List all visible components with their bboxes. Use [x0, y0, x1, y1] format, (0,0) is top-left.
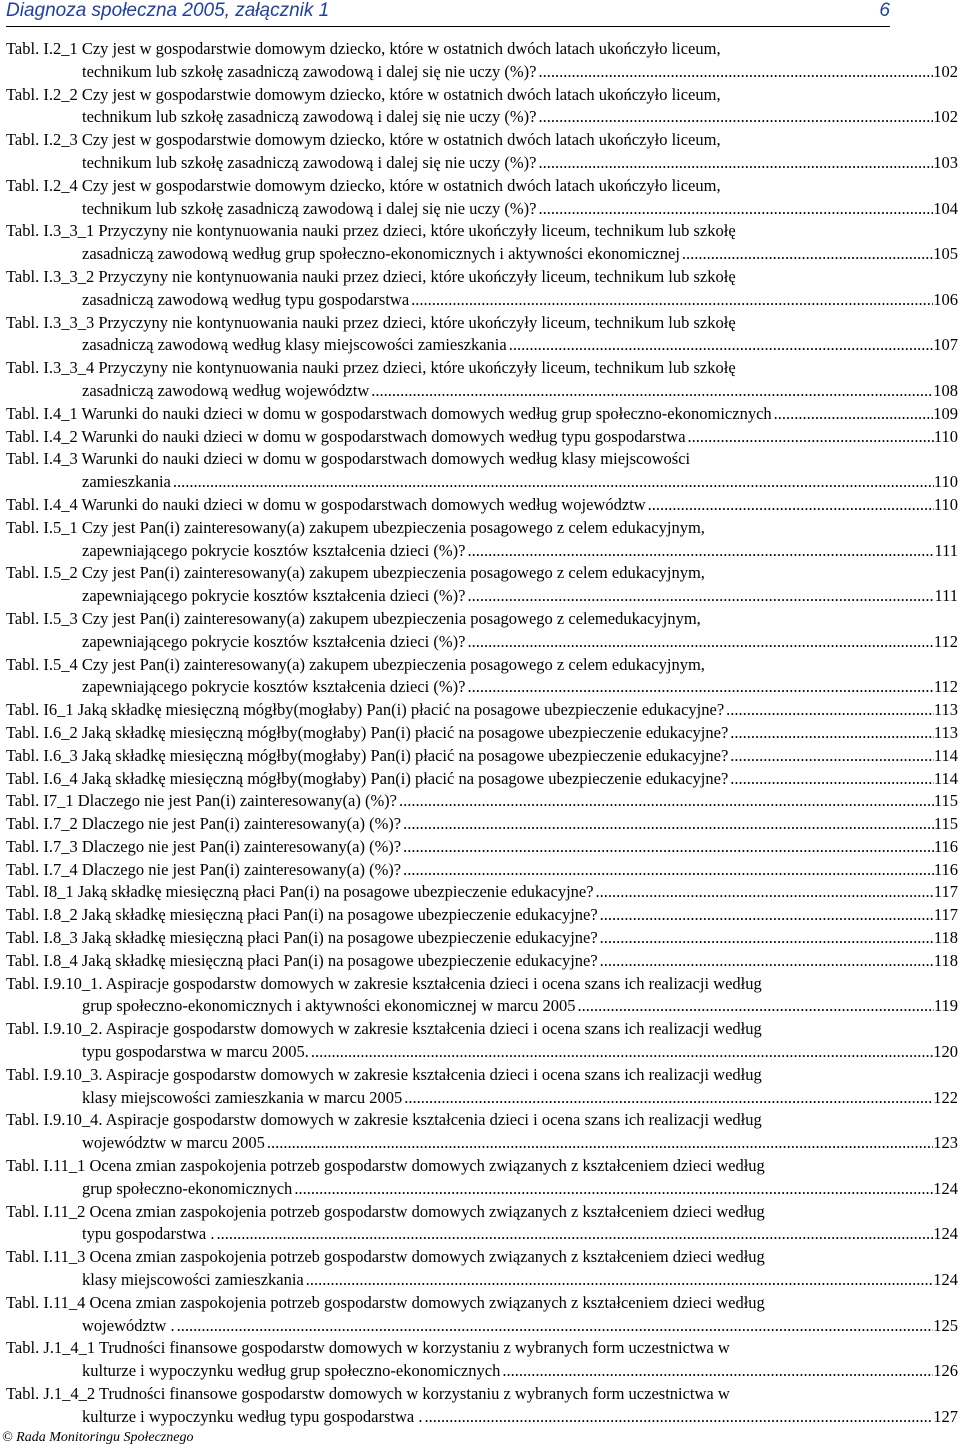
dot-leader	[728, 745, 934, 768]
toc-entry-title-line	[6, 859, 958, 882]
toc-entry-title-line	[6, 1064, 958, 1087]
toc-entry-text: Tabl. I.5_4 Czy jest Pan(i) zainteresowany(a) zakupem ubezpieczenia posagowego z celem edukacyjnym,	[6, 654, 705, 674]
dot-leader	[292, 1178, 933, 1201]
toc-entry-title-line	[6, 1292, 958, 1315]
toc-entry[interactable]	[6, 813, 958, 836]
toc-entry-page: 114	[933, 745, 958, 765]
toc-entry-text: Tabl. I.2_3 Czy jest w gospodarstwie domowym dziecko, które w ostatnich dwóch latach ukończyło liceum,	[6, 130, 721, 150]
toc-entry-continuation-line	[6, 198, 958, 221]
toc-entry-title-line	[6, 448, 958, 471]
dot-leader	[214, 1223, 933, 1246]
toc-entry-page: 116	[933, 859, 958, 879]
toc-entry-continuation-line	[6, 631, 958, 654]
toc-entry-page: 102	[933, 61, 958, 81]
toc-entry-text: Tabl. I.6_3 Jaką składkę miesięczną mógłby(mogłaby) Pan(i) płacić na posagowe ubezpieczenie edukacyjne?	[6, 745, 729, 765]
toc-entry-continuation-line	[6, 1315, 958, 1338]
toc-entry-text: Tabl. I.2_4 Czy jest w gospodarstwie domowym dziecko, które w ostatnich dwóch latach ukończyło liceum,	[6, 175, 721, 195]
toc-entry-text: technikum lub szkołę zasadniczą zawodową i dalej się nie uczy (%)?	[82, 61, 537, 81]
toc-entry-text: Tabl. I.5_1 Czy jest Pan(i) zainteresowany(a) zakupem ubezpieczenia posagowego z celem edukacyjnym,	[6, 517, 705, 537]
toc-entry-text: Tabl. I.4_2 Warunki do nauki dzieci w domu w gospodarstwach domowych według typu gospodarstwa	[6, 426, 686, 446]
toc-entry-page: 111	[934, 540, 958, 560]
toc-entry-text: grup społeczno-ekonomicznych i aktywności ekonomicznej w marcu 2005	[82, 996, 576, 1016]
toc-entry-title-line	[6, 562, 958, 585]
dot-leader	[465, 676, 933, 699]
toc-entry-text: technikum lub szkołę zasadniczą zawodową i dalej się nie uczy (%)?	[82, 107, 537, 127]
toc-entry-title-line	[6, 836, 958, 859]
toc-entry[interactable]	[6, 950, 958, 973]
toc-entry-text: Tabl. I.4_4 Warunki do nauki dzieci w domu w gospodarstwach domowych według województw	[6, 494, 646, 514]
toc-entry-page: 106	[933, 289, 958, 309]
toc-entry-text: Tabl. I.7_3 Dlaczego nie jest Pan(i) zainteresowany(a) (%)?	[6, 836, 402, 856]
toc-entry-text: Tabl. I7_1 Dlaczego nie jest Pan(i) zainteresowany(a) (%)?	[6, 791, 398, 811]
toc-entry-continuation-line	[6, 1269, 958, 1292]
toc-entry-title-line	[6, 1201, 958, 1224]
toc-entry-page: 110	[933, 472, 958, 492]
toc-entry-page: 108	[933, 380, 958, 400]
toc-entry-title-line	[6, 1155, 958, 1178]
toc-entry[interactable]	[6, 175, 958, 221]
toc-entry-page: 118	[933, 950, 958, 970]
toc-entry-text: technikum lub szkołę zasadniczą zawodową i dalej się nie uczy (%)?	[82, 152, 537, 172]
toc-entry[interactable]	[6, 312, 958, 358]
toc-entry-text: Tabl. I.3_3_3 Przyczyny nie kontynuowania nauki przez dzieci, które ukończyły liceum, technikum lub szkołę	[6, 312, 736, 332]
toc-entry[interactable]	[6, 608, 958, 654]
toc-entry-title-line	[6, 608, 958, 631]
toc-entry[interactable]	[6, 1201, 958, 1247]
dot-leader	[598, 950, 934, 973]
toc-entry-title-line	[6, 403, 958, 426]
dot-leader	[598, 927, 934, 950]
toc-entry[interactable]	[6, 1337, 958, 1383]
toc-entry-page: 112	[933, 631, 958, 651]
toc-entry-title-line	[6, 266, 958, 289]
toc-entry-title-line	[6, 38, 958, 61]
dot-leader	[465, 585, 934, 608]
toc-entry-page: 103	[933, 152, 958, 172]
toc-entry-title-line	[6, 813, 958, 836]
toc-entry-text: Tabl. I.3_3_4 Przyczyny nie kontynuowania nauki przez dzieci, które ukończyły liceum, technikum lub szkołę	[6, 358, 736, 378]
toc-entry-text: Tabl. I.9.10_4. Aspiracje gospodarstw domowych w zakresie kształcenia dzieci i ocena szans ich realizacji według	[6, 1110, 762, 1130]
toc-entry-text: Tabl. I.9.10_2. Aspiracje gospodarstw domowych w zakresie kształcenia dzieci i ocena szans ich realizacji według	[6, 1019, 762, 1039]
toc-entry[interactable]	[6, 973, 958, 1019]
toc-entry-page: 102	[933, 107, 958, 127]
toc-entry-continuation-line	[6, 380, 958, 403]
toc-entry-continuation-line	[6, 1223, 958, 1246]
toc-entry-title-line	[6, 1109, 958, 1132]
dot-leader	[304, 1269, 933, 1292]
dot-leader	[402, 1087, 933, 1110]
toc-entry-page: 115	[933, 791, 958, 811]
toc-entry-title-line	[6, 745, 958, 768]
toc-entry-continuation-line	[6, 289, 958, 312]
toc-entry-continuation-line	[6, 995, 958, 1018]
dot-leader	[465, 540, 934, 563]
dot-leader	[536, 198, 933, 221]
toc-entry-text: Tabl. I.4_3 Warunki do nauki dzieci w domu w gospodarstwach domowych według klasy miejscowości	[6, 449, 691, 469]
toc-entry-text: Tabl. I.6_4 Jaką składkę miesięczną mógłby(mogłaby) Pan(i) płacić na posagowe ubezpieczenie edukacyjne?	[6, 768, 729, 788]
toc-entry[interactable]	[6, 1383, 958, 1429]
toc-entry-continuation-line	[6, 585, 958, 608]
toc-entry[interactable]	[6, 562, 958, 608]
dot-leader	[175, 1315, 934, 1338]
toc-entry-title-line	[6, 1246, 958, 1269]
dot-leader	[507, 334, 934, 357]
toc-entry[interactable]	[6, 266, 958, 312]
toc-entry[interactable]	[6, 38, 958, 84]
dot-leader	[728, 768, 934, 791]
dot-leader	[422, 1406, 933, 1429]
toc-entry-page: 124	[933, 1270, 958, 1290]
toc-entry-page: 126	[933, 1361, 958, 1381]
dot-leader	[536, 152, 933, 175]
toc-entry[interactable]	[6, 836, 958, 859]
toc-entry-title-line	[6, 129, 958, 152]
toc-entry[interactable]	[6, 768, 958, 791]
toc-entry-title-line	[6, 973, 958, 996]
dot-leader	[171, 471, 934, 494]
toc-entry-continuation-line	[6, 243, 958, 266]
toc-entry-page: 111	[934, 586, 958, 606]
page-footer: © Rada Monitoringu Społecznego	[2, 1430, 194, 1445]
toc-entry-title-line	[6, 654, 958, 677]
toc-entry-title-line	[6, 722, 958, 745]
toc-entry-text: Tabl. I.9.10_3. Aspiracje gospodarstw domowych w zakresie kształcenia dzieci i ocena szans ich realizacji według	[6, 1064, 762, 1084]
toc-entry-page: 122	[933, 1087, 958, 1107]
toc-entry-page: 124	[933, 1178, 958, 1198]
toc-entry-title-line	[6, 426, 958, 449]
toc-entry[interactable]	[6, 1109, 958, 1155]
toc-entry-text: Tabl. I.7_2 Dlaczego nie jest Pan(i) zainteresowany(a) (%)?	[6, 814, 402, 834]
toc-entry-title-line	[6, 790, 958, 813]
toc-entry-page: 123	[933, 1133, 958, 1153]
toc-entry-page: 110	[933, 426, 958, 446]
toc-entry-text: technikum lub szkołę zasadniczą zawodową i dalej się nie uczy (%)?	[82, 198, 537, 218]
toc-entry[interactable]	[6, 722, 958, 745]
toc-entry-page: 124	[933, 1224, 958, 1244]
toc-entry-page: 112	[933, 677, 958, 697]
toc-entry-title-line	[6, 904, 958, 927]
toc-entry-text: Tabl. I.6_2 Jaką składkę miesięczną mógłby(mogłaby) Pan(i) płacić na posagowe ubezpieczenie edukacyjne?	[6, 722, 729, 742]
toc-entry-page: 116	[933, 836, 958, 856]
toc-entry-continuation-line	[6, 1132, 958, 1155]
toc-entry-page: 104	[933, 198, 958, 218]
dot-leader	[680, 243, 933, 266]
toc-entry-continuation-line	[6, 676, 958, 699]
page-header	[6, 0, 890, 27]
toc-entry-page: 118	[933, 928, 958, 948]
toc-entry-text: Tabl. I.7_4 Dlaczego nie jest Pan(i) zainteresowany(a) (%)?	[6, 859, 402, 879]
dot-leader	[401, 813, 934, 836]
toc-entry-continuation-line	[6, 334, 958, 357]
toc-entry-continuation-line	[6, 471, 958, 494]
toc-entry-text: zasadniczą zawodową według województw	[82, 380, 370, 400]
toc-entry[interactable]	[6, 927, 958, 950]
toc-entry-text: Tabl. J.1_4_2 Trudności finansowe gospodarstw domowych w korzystaniu z wybranych form uczestnictwa w	[6, 1384, 730, 1404]
toc-entry-title-line	[6, 517, 958, 540]
toc-entry-title-line	[6, 768, 958, 791]
toc-entry-text: Tabl. I.11_4 Ocena zmian zaspokojenia potrzeb gospodarstw domowych związanych z kształceniem dzieci według	[6, 1292, 765, 1312]
toc-entry-text: Tabl. I.3_3_1 Przyczyny nie kontynuowania nauki przez dzieci, które ukończyły liceum, technikum lub szkołę	[6, 221, 736, 241]
toc-entry-text: województw w marcu 2005	[82, 1133, 265, 1153]
dot-leader	[728, 722, 934, 745]
toc-entry-page: 113	[933, 722, 958, 742]
dot-leader	[369, 380, 933, 403]
toc-entry-title-line	[6, 175, 958, 198]
toc-entry-text: Tabl. I.4_1 Warunki do nauki dzieci w domu w gospodarstwach domowych według grup społeczno-ekonomicznych	[6, 403, 772, 423]
toc-entry-text: zapewniającego pokrycie kosztów kształcenia dzieci (%)?	[82, 586, 466, 606]
toc-entry-page: 110	[933, 494, 958, 514]
toc-entry-text: Tabl. I.3_3_2 Przyczyny nie kontynuowania nauki przez dzieci, które ukończyły liceum, technikum lub szkołę	[6, 266, 736, 286]
toc-entry-title-line	[6, 1018, 958, 1041]
toc-entry[interactable]	[6, 904, 958, 927]
toc-entry-text: zapewniającego pokrycie kosztów kształcenia dzieci (%)?	[82, 540, 466, 560]
toc-entry[interactable]	[6, 517, 958, 563]
toc-entry-page: 119	[933, 996, 958, 1016]
toc-entry-text: grup społeczno-ekonomicznych	[82, 1178, 293, 1198]
toc-entry[interactable]	[6, 129, 958, 175]
toc-entry-text: klasy miejscowości zamieszkania w marcu 2005	[82, 1087, 403, 1107]
dot-leader	[536, 61, 933, 84]
toc-entry-continuation-line	[6, 1406, 958, 1429]
dot-leader	[265, 1132, 933, 1155]
toc-entry-text: zamieszkania	[82, 472, 171, 492]
dot-leader	[401, 836, 934, 859]
toc-entry-text: Tabl. I6_1 Jaką składkę miesięczną mógłby(mogłaby) Pan(i) płacić na posagowe ubezpieczenie edukacyjne?	[6, 700, 725, 720]
dot-leader	[724, 699, 934, 722]
toc-entry-text: zapewniającego pokrycie kosztów kształcenia dzieci (%)?	[82, 631, 466, 651]
toc-entry-text: Tabl. J.1_4_1 Trudności finansowe gospodarstw domowych w korzystaniu z wybranych form uczestnictwa w	[6, 1338, 730, 1358]
toc-entry-text: zasadniczą zawodową według grup społeczno-ekonomicznych i aktywności ekonomicznej	[82, 244, 680, 264]
toc-entry-title-line	[6, 881, 958, 904]
dot-leader	[409, 289, 933, 312]
toc-entry-text: Tabl. I.8_2 Jaką składkę miesięczną płaci Pan(i) na posagowe ubezpieczenie edukacyjne?	[6, 905, 598, 925]
dot-leader	[309, 1041, 933, 1064]
toc-entry-text: zasadniczą zawodową według typu gospodarstwa	[82, 289, 410, 309]
toc-entry[interactable]	[6, 1018, 958, 1064]
toc-entry[interactable]	[6, 448, 958, 494]
toc-entry-text: zapewniającego pokrycie kosztów kształcenia dzieci (%)?	[82, 677, 466, 697]
table-of-contents	[6, 38, 958, 1429]
toc-entry-text: Tabl. I.8_4 Jaką składkę miesięczną płaci Pan(i) na posagowe ubezpieczenie edukacyjne?	[6, 950, 598, 970]
toc-entry-page: 117	[933, 882, 958, 902]
toc-entry-page: 109	[933, 403, 958, 423]
document-title: Diagnoza społeczna 2005, załącznik 1	[6, 0, 330, 21]
toc-entry-title-line	[6, 950, 958, 973]
toc-entry[interactable]	[6, 654, 958, 700]
toc-entry-continuation-line	[6, 152, 958, 175]
toc-entry-text: województw .	[82, 1315, 175, 1335]
toc-entry-page: 107	[933, 335, 958, 355]
toc-entry[interactable]	[6, 790, 958, 813]
toc-entry-title-line	[6, 699, 958, 722]
toc-entry-page: 127	[933, 1406, 958, 1426]
toc-entry-title-line	[6, 84, 958, 107]
toc-entry-text: Tabl. I.8_3 Jaką składkę miesięczną płaci Pan(i) na posagowe ubezpieczenie edukacyjne?	[6, 928, 598, 948]
toc-entry-text: Tabl. I.11_3 Ocena zmian zaspokojenia potrzeb gospodarstw domowych związanych z kształceniem dzieci według	[6, 1247, 765, 1267]
toc-entry[interactable]	[6, 859, 958, 882]
toc-entry-text: Tabl. I.9.10_1. Aspiracje gospodarstw domowych w zakresie kształcenia dzieci i ocena szans ich realizacji według	[6, 973, 762, 993]
toc-entry-text: Tabl. I8_1 Jaką składkę miesięczną płaci Pan(i) na posagowe ubezpieczenie edukacyjne?	[6, 882, 594, 902]
toc-entry[interactable]	[6, 1246, 958, 1292]
toc-entry-continuation-line	[6, 1360, 958, 1383]
dot-leader	[686, 426, 934, 449]
dot-leader	[401, 859, 934, 882]
dot-leader	[598, 904, 934, 927]
toc-entry-title-line	[6, 1337, 958, 1360]
toc-entry[interactable]	[6, 699, 958, 722]
toc-entry[interactable]	[6, 426, 958, 449]
toc-entry-title-line	[6, 494, 958, 517]
toc-entry-title-line	[6, 220, 958, 243]
toc-entry[interactable]	[6, 1064, 958, 1110]
toc-entry-page: 105	[933, 244, 958, 264]
toc-entry-text: kulturze i wypoczynku według typu gospodarstwa .	[82, 1406, 423, 1426]
toc-entry-text: klasy miejscowości zamieszkania	[82, 1270, 304, 1290]
toc-entry-page: 115	[933, 814, 958, 834]
toc-entry-continuation-line	[6, 1087, 958, 1110]
toc-entry-text: typu gospodarstwa .	[82, 1224, 215, 1244]
toc-entry[interactable]	[6, 494, 958, 517]
toc-entry-text: kulturze i wypoczynku według grup społeczno-ekonomicznych	[82, 1361, 501, 1381]
toc-entry-text: Tabl. I.5_3 Czy jest Pan(i) zainteresowany(a) zakupem ubezpieczenia posagowego z celemedukacyjnym,	[6, 608, 701, 628]
toc-entry-continuation-line	[6, 61, 958, 84]
dot-leader	[500, 1360, 933, 1383]
toc-entry-text: zasadniczą zawodową według klasy miejscowości zamieszkania	[82, 335, 507, 355]
dot-leader	[465, 631, 933, 654]
toc-entry-continuation-line	[6, 540, 958, 563]
toc-entry[interactable]	[6, 357, 958, 403]
toc-entry[interactable]	[6, 1155, 958, 1201]
toc-entry-continuation-line	[6, 1041, 958, 1064]
toc-entry-page: 125	[933, 1315, 958, 1335]
toc-entry-continuation-line	[6, 106, 958, 129]
toc-entry[interactable]	[6, 881, 958, 904]
toc-entry-page: 113	[933, 700, 958, 720]
toc-entry-title-line	[6, 357, 958, 380]
dot-leader	[772, 403, 934, 426]
toc-entry-text: Tabl. I.5_2 Czy jest Pan(i) zainteresowany(a) zakupem ubezpieczenia posagowego z celem edukacyjnym,	[6, 563, 705, 583]
toc-entry-title-line	[6, 927, 958, 950]
toc-entry-text: typu gospodarstwa w marcu 2005.	[82, 1042, 309, 1062]
dot-leader	[536, 106, 933, 129]
toc-entry-title-line	[6, 1383, 958, 1406]
toc-entry[interactable]	[6, 220, 958, 266]
toc-entry-page: 117	[933, 905, 958, 925]
dot-leader	[646, 494, 934, 517]
toc-entry-title-line	[6, 312, 958, 335]
toc-entry-text: Tabl. I.2_1 Czy jest w gospodarstwie domowym dziecko, które w ostatnich dwóch latach ukończyło liceum,	[6, 39, 721, 58]
toc-entry[interactable]	[6, 745, 958, 768]
dot-leader	[594, 881, 934, 904]
toc-entry-text: Tabl. I.2_2 Czy jest w gospodarstwie domowym dziecko, które w ostatnich dwóch latach ukończyło liceum,	[6, 84, 721, 104]
toc-entry-page: 114	[933, 768, 958, 788]
toc-entry-continuation-line	[6, 1178, 958, 1201]
toc-entry[interactable]	[6, 84, 958, 130]
page-number: 6	[879, 0, 890, 21]
dot-leader	[397, 790, 934, 813]
dot-leader	[575, 995, 933, 1018]
toc-entry-page: 120	[933, 1042, 958, 1062]
toc-entry-text: Tabl. I.11_1 Ocena zmian zaspokojenia potrzeb gospodarstw domowych związanych z kształceniem dzieci według	[6, 1156, 765, 1176]
toc-entry[interactable]	[6, 403, 958, 426]
toc-entry[interactable]	[6, 1292, 958, 1338]
toc-entry-text: Tabl. I.11_2 Ocena zmian zaspokojenia potrzeb gospodarstw domowych związanych z kształceniem dzieci według	[6, 1201, 765, 1221]
